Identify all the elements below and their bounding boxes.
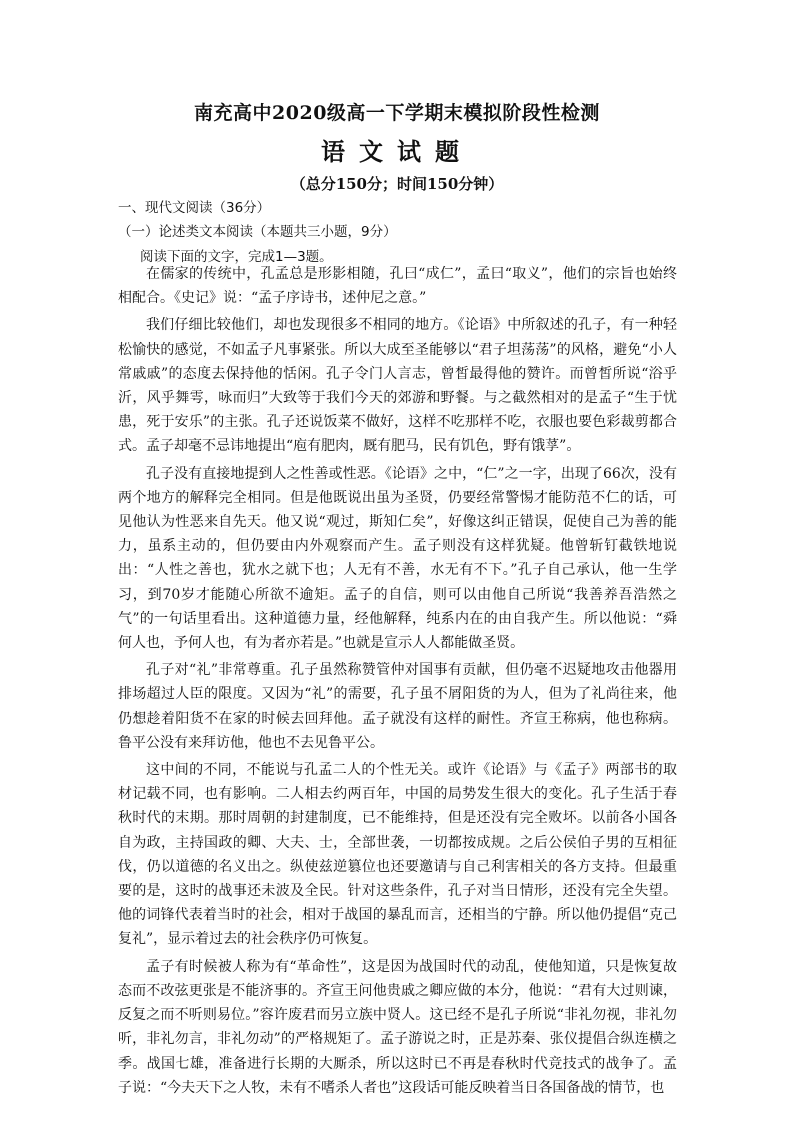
subject-title: 语文试题 (321, 137, 473, 166)
passage-paragraph: 在儒家的传统中，孔孟总是形影相随，孔曰“成仁”，孟曰“取义”，他们的宗旨也始终相配合。《史记》说：“孟子序诗书，述仲尼之意。” (118, 266, 677, 307)
passage-paragraph: 我们仔细比较他们，却也发现很多不相同的地方。《论语》中所叙述的孔子，有一种轻松愉快的感觉，不如孟子凡事紧张。所以大成至圣能够以“君子坦荡荡”的风格，避免“小人常戚戚”的态度去保持他的恬闲。孔子令门人言志，曾皙最得他的赞许。而曾皙所说“浴乎沂，风乎舞雩，咏而归”大致等于我们今天的郊游和野餐。与之截然相对的是孟子“生于忧患，死于安乐”的主张。孔子还说饭菜不做好，这样不吃那样不吃，衣服也要色彩裁剪都合式。孟子却毫不忌讳地提出“庖有肥肉，厩有肥马，民有饥色，野有饿莩”。 (118, 317, 677, 455)
score-time-note: （总分150分；时间150分钟） (290, 175, 504, 193)
passage-paragraph: 这中间的不同，不能说与孔孟二人的个性无关。或许《论语》与《孟子》两部书的取材记载不同，也有影响。二人相去约两百年，中国的局势发生很大的变化。孔子生活于春秋时代的末期。那时周朝的封建制度，已不能维持，但是还没有完全败坏。以前各小国各自为政，主持国政的卿、大夫、士，全部世袭，一切都按成规。之后公侯伯子男的互相征伐，仍以道德的名义出之。纵使兹逆篡位也还要邀请与自己利害相关的各方支持。但最重要的是，这时的战事还未波及全民。针对这些条件，孔子对当日情形，还没有完全失望。他的词锋代表着当时的社会，相对于战国的暴乱而言，还相当的宁静。所以他仍提倡“克己复礼”，显示着过去的社会秩序仍可恢复。 (118, 762, 677, 948)
passage-paragraph: 孔子对“礼”非常尊重。孔子虽然称赞管仲对国事有贡献，但仍毫不迟疑地攻击他器用排场超过人臣的限度。又因为“礼”的需要，孔子虽不屑阳货的为人，但为了礼尚往来，他仍想趁着阳货不在家的时候去回拜他。孟子就没有这样的耐性。齐宣王称病，他也称病。鲁平公没有来拜访他，他也不去见鲁平公。 (118, 662, 677, 751)
passage-paragraph: 孟子有时候被人称为有“革命性”，这是因为战国时代的动乱，使他知道，只是恢复故态而不改弦更张是不能济事的。齐宣王问他贵戚之卿应做的本分，他说：“君有大过则谏，反复之而不听则易位。”容许废君而另立族中贤人。这已经不是孔子所说“非礼勿视，非礼勿听，非礼勿言，非礼勿动”的严格规矩了。孟子游说之时，正是苏秦、张仪提倡合纵连横之季。战国七雄，准备进行长期的大厮杀，所以这时已不再是春秋时代竞技式的战争了。孟子说：“今夫天下之人牧，未有不嗜杀人者也”这段话可能反映着当日各国备战的情节，也 (118, 958, 677, 1096)
subsection-heading: （一）论述类文本阅读（本题共三小题，9分） (118, 224, 397, 240)
section-heading: 一、现代文阅读（36分） (118, 200, 271, 216)
reading-instruction: 阅读下面的文字，完成1—3题。 (140, 249, 333, 265)
school-exam-title: 南充高中2020级高一下学期末模拟阶段性检测 (194, 102, 600, 124)
reading-passage (118, 262, 677, 1100)
passage-paragraph: 孔子没有直接地提到人之性善或性恶。《论语》之中，“仁”之一字，出现了66次，没有两个地方的解释完全相同。但是他既说出虽为圣贤，仍要经常警惕才能防范不仁的话，可见他认为性恶来自先天。他又说“观过，斯知仁矣”，好像这纠正错误，促使自己为善的能力，虽系主动的，但仍要由内外观察而产生。孟子则没有这样犹疑。他曾斩钉截铁地说出：“人性之善也，犹水之就下也；人无有不善，水无有不下。”孔子自己承认，他一生学习，到70岁才能随心所欲不逾矩。孟子的自信，则可以由他自己所说“我善养吾浩然之气”的一句话里看出。这种道德力量，经他解释，纯系内在的由自我产生。所以他说：“舜何人也，予何人也，有为者亦若是。”也就是宣示人人都能做圣贤。 (118, 465, 677, 652)
